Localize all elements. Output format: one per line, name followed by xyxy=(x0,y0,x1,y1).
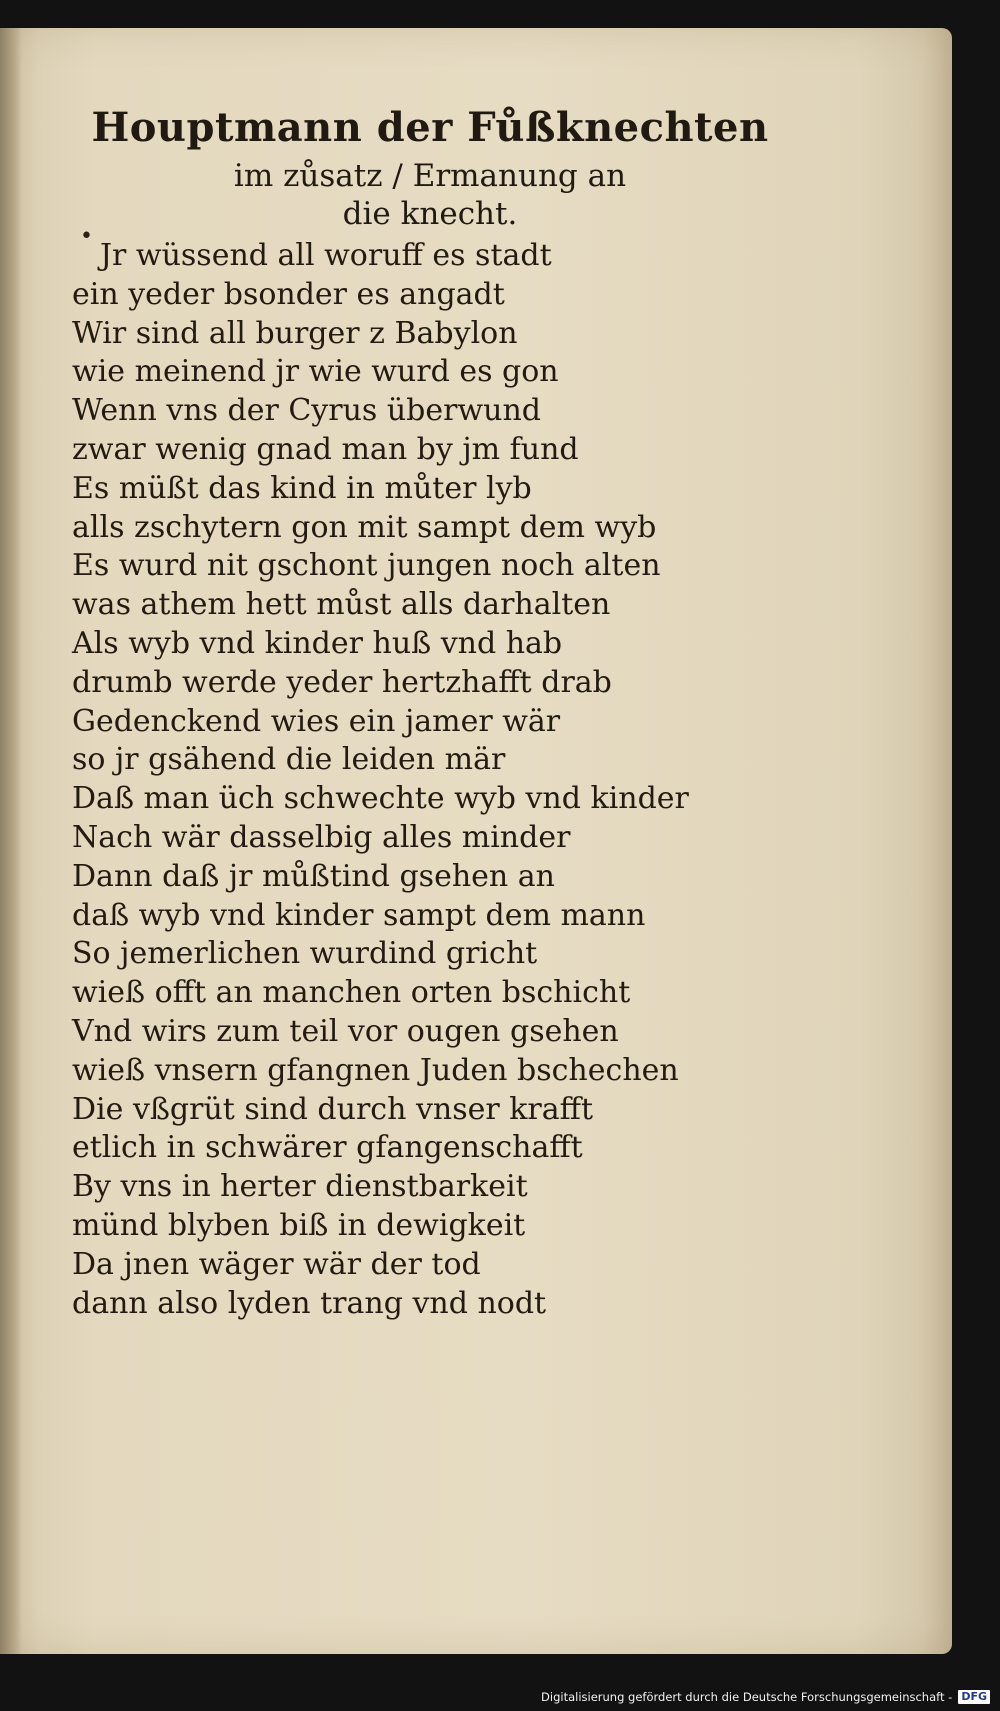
page-heading-line-3: die knecht. xyxy=(342,196,518,232)
verse-line: münd blyben biß in dewigkeit xyxy=(72,1207,526,1243)
verse-line: Nach wär dasselbig alles minder xyxy=(72,819,571,855)
verse-line: wie meinend jr wie wurd es gon xyxy=(72,354,559,390)
verse-line: Wenn vns der Cyrus überwund xyxy=(72,393,541,429)
verse-line: Da jnen wäger wär der tod xyxy=(72,1246,481,1282)
verse-line: so jr gsähend die leiden mär xyxy=(72,742,506,778)
verse-line: dann also lyden trang vnd nodt xyxy=(72,1285,547,1321)
verse-line: Vnd wirs zum teil vor ougen gsehen xyxy=(72,1013,619,1049)
verse-line: was athem hett můst alls darhalten xyxy=(72,587,611,623)
verse-line: By vns in herter dienstbarkeit xyxy=(72,1169,528,1205)
verse-list xyxy=(72,237,689,1323)
verse-line: wieß offt an manchen orten bschicht xyxy=(72,975,631,1011)
verse-line: So jemerlichen wurdind gricht xyxy=(72,936,538,972)
footer-credit xyxy=(541,1690,990,1704)
verse-line: Daß man üch schwechte wyb vnd kinder xyxy=(72,781,689,817)
verse-line: etlich in schwärer gfangenschafft xyxy=(72,1130,583,1166)
verse-line: Dann daß jr můßtind gsehen an xyxy=(72,858,555,894)
verse-line: Die vßgrüt sind durch vnser krafft xyxy=(72,1091,594,1127)
verse-line: Gedenckend wies ein jamer wär xyxy=(72,703,561,739)
footer-credit-text: Digitalisierung gefördert durch die Deutsche Forschungsgemeinschaft - xyxy=(541,1690,953,1704)
verse-line: Wir sind all burger z Babylon xyxy=(72,315,518,351)
verse-line: alls zschytern gon mit sampt dem wyb xyxy=(72,509,657,545)
page-heading-line-2: im zůsatz / Ermanung an xyxy=(233,158,627,194)
verse-line: Es müßt das kind in můter lyb xyxy=(72,470,532,506)
verse-marker: • xyxy=(80,224,93,249)
page-gutter xyxy=(0,28,22,1654)
page-heading-line-1: Houptmann der Fůßknechten xyxy=(91,104,769,151)
verse-line: drumb werde yeder hertzhafft drab xyxy=(72,664,612,700)
verse-line: daß wyb vnd kinder sampt dem mann xyxy=(72,897,646,933)
verse-line: ein yeder bsonder es angadt xyxy=(72,276,505,312)
verse-line: Jr wüssend all woruff es stadt xyxy=(100,238,552,273)
verse-line: Als wyb vnd kinder huß vnd hab xyxy=(72,625,563,661)
dfg-logo: DFG xyxy=(958,1690,990,1704)
verse-line: Es wurd nit gschont jungen noch alten xyxy=(72,548,661,584)
verse-line: zwar wenig gnad man by jm fund xyxy=(72,431,579,467)
verse-line: wieß vnsern gfangnen Juden bschechen xyxy=(72,1052,679,1088)
